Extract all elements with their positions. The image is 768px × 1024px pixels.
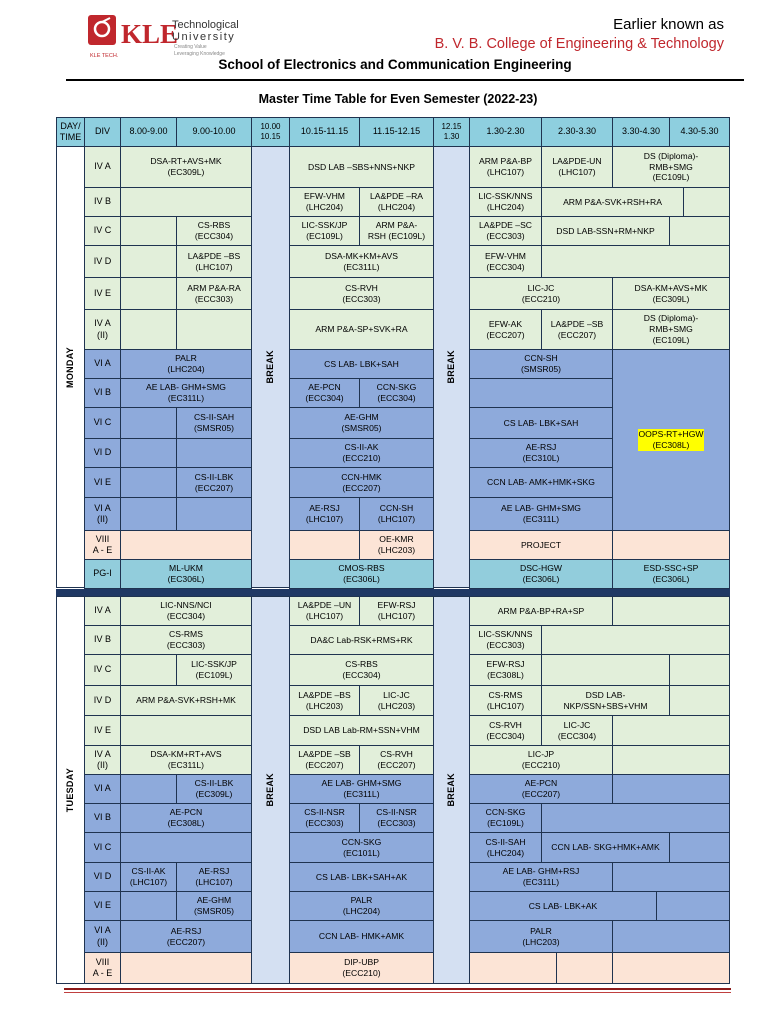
empty-cell: [669, 832, 730, 863]
div-label: IV D: [84, 245, 121, 278]
session-cell: CS-II-NSR (ECC303): [359, 803, 434, 833]
session-cell: ARM P&A-RA (ECC303): [176, 277, 252, 310]
session-cell: CS-II-LBK (EC309L): [176, 774, 252, 804]
empty-cell: [612, 862, 730, 892]
header-slot-2: 9.00-10.00: [176, 117, 252, 147]
session-cell: DSC-HGW (EC306L): [469, 559, 613, 589]
session-cell: AE-RSJ (LHC107): [289, 497, 360, 531]
session-cell: LA&PDE –BS (LHC203): [289, 685, 360, 716]
session-cell: DSA-MK+KM+AVS (EC311L): [289, 245, 434, 278]
empty-cell: [120, 438, 177, 468]
session-cell: CS-RBS (ECC304): [289, 654, 434, 686]
svg-text:KLE: KLE: [121, 19, 179, 49]
empty-cell: [669, 216, 730, 246]
session-cell: CS-RBS (ECC304): [176, 216, 252, 246]
svg-text:Technological: Technological: [172, 19, 239, 31]
empty-cell: [612, 530, 730, 560]
session-cell: CS-II-AK (LHC107): [120, 862, 177, 892]
session-cell: CCN-SKG (EC109L): [469, 803, 542, 833]
header-slot-3: 10.15-11.15: [289, 117, 360, 147]
svg-text:KLE TECH.: KLE TECH.: [90, 53, 119, 59]
empty-cell: [656, 891, 730, 921]
div-label: VIII A - E: [84, 530, 121, 560]
header-div: DIV: [84, 117, 121, 147]
session-cell: CCN-SH (SMSR05): [469, 349, 613, 379]
break-column-1: BREAK: [251, 146, 290, 588]
empty-cell: [176, 438, 252, 468]
div-label: VI C: [84, 407, 121, 439]
empty-cell: [176, 497, 252, 531]
earlier-known-as: Earlier known as: [613, 16, 724, 33]
empty-cell: [120, 407, 177, 439]
session-cell: LA&PDE –RA (LHC204): [359, 187, 434, 217]
session-cell: LIC-NNS/NCI (ECC304): [120, 596, 252, 626]
empty-cell: [541, 245, 730, 278]
div-label: VI A: [84, 349, 121, 379]
day-tuesday: TUESDAY: [56, 596, 85, 984]
session-cell: LA&PDE –SB (ECC207): [541, 309, 613, 350]
session-cell: CCN-SKG (EC101L): [289, 832, 434, 863]
session-cell: ARM P&A-SVK+RSH+MK: [120, 685, 252, 716]
session-cell: CS LAB- LBK+SAH+AK: [289, 862, 434, 892]
div-label: VI D: [84, 438, 121, 468]
session-cell: DSD LAB Lab-RM+SSN+VHM: [289, 715, 434, 746]
div-label: VI C: [84, 832, 121, 863]
session-cell: CS-II-SAH (SMSR05): [176, 407, 252, 439]
session-cell: AE-RSJ (EC310L): [469, 438, 613, 468]
empty-cell: [120, 187, 252, 217]
svg-text:Leveraging Knowledge: Leveraging Knowledge: [174, 51, 225, 57]
empty-cell: [541, 803, 730, 833]
session-cell: CS LAB- LBK+SAH: [469, 407, 613, 439]
div-label: VI E: [84, 467, 121, 498]
session-cell: LA&PDE-UN (LHC107): [541, 146, 613, 188]
session-cell: AE-PCN (EC308L): [120, 803, 252, 833]
empty-cell: [289, 530, 360, 560]
empty-cell: [612, 715, 730, 746]
session-cell: AE LAB- GHM+SMG (EC311L): [469, 497, 613, 531]
svg-text:Creating Value: Creating Value: [174, 44, 207, 50]
break-column-2: BREAK: [433, 596, 470, 984]
empty-cell: [120, 832, 252, 863]
session-cell: EFW-VHM (ECC304): [469, 245, 542, 278]
empty-cell: [612, 920, 730, 953]
empty-cell: [612, 952, 730, 984]
empty-cell: [120, 467, 177, 498]
session-cell: CMOS-RBS (EC306L): [289, 559, 434, 589]
div-label: IV E: [84, 277, 121, 310]
div-label: IV A: [84, 146, 121, 188]
session-cell: AE-PCN (ECC207): [469, 774, 613, 804]
session-cell: LIC-JP (ECC210): [469, 745, 613, 775]
session-cell: AE LAB- GHM+RSJ (EC311L): [469, 862, 613, 892]
header-slot-8: 4.30-5.30: [669, 117, 730, 147]
session-cell: DSD LAB- NKP/SSN+SBS+VHM: [541, 685, 670, 716]
empty-cell: [469, 952, 557, 984]
session-cell: EFW-RSJ (EC308L): [469, 654, 542, 686]
div-label: VI A (II): [84, 920, 121, 953]
session-cell: PALR (LHC204): [289, 891, 434, 921]
empty-cell: [120, 309, 177, 350]
empty-cell: [120, 497, 177, 531]
session-cell: ML-UKM (EC306L): [120, 559, 252, 589]
session-cell: LIC-SSK/JP (EC109L): [289, 216, 360, 246]
header-break-1: 10.00 10.15: [251, 117, 290, 147]
session-cell: CCN LAB- AMK+HMK+SKG: [469, 467, 613, 498]
session-cell: CS-II-LBK (ECC207): [176, 467, 252, 498]
empty-cell: [541, 654, 670, 686]
div-label: IV C: [84, 216, 121, 246]
div-label: VI A (II): [84, 497, 121, 531]
header-slot-1: 8.00-9.00: [120, 117, 177, 147]
day-monday: MONDAY: [56, 146, 85, 588]
session-cell: DS (Diploma)- RMB+SMG (EC109L): [612, 309, 730, 350]
session-cell: PALR (LHC203): [469, 920, 613, 953]
session-cell: CCN-SH (LHC107): [359, 497, 434, 531]
day-separator: [56, 589, 730, 596]
div-label: VI B: [84, 378, 121, 408]
div-label: IV B: [84, 187, 121, 217]
session-cell: LIC-JC (LHC203): [359, 685, 434, 716]
div-label: IV B: [84, 625, 121, 655]
session-cell: CS LAB- LBK+AK: [469, 891, 657, 921]
session-cell: AE LAB- GHM+SMG (EC311L): [120, 378, 252, 408]
empty-cell: [120, 216, 177, 246]
session-cell: DSA-KM+RT+AVS (EC311L): [120, 745, 252, 775]
empty-cell: [120, 891, 177, 921]
session-cell: ESD-SSC+SP (EC306L): [612, 559, 730, 589]
session-cell: CS LAB- LBK+SAH: [289, 349, 434, 379]
session-cell-oops: OOPS-RT+HGW (EC308L): [612, 349, 730, 531]
empty-cell: [120, 952, 252, 984]
div-label: IV A: [84, 596, 121, 626]
school-name: School of Electronics and Communication Engineering: [218, 57, 572, 72]
div-label: IV D: [84, 685, 121, 716]
empty-cell: [669, 654, 730, 686]
session-cell: LA&PDE –UN (LHC107): [289, 596, 360, 626]
session-cell: CCN-HMK (ECC207): [289, 467, 434, 498]
session-cell: DSD LAB-SSN+RM+NKP: [541, 216, 670, 246]
session-cell: CS-II-NSR (ECC303): [289, 803, 360, 833]
empty-cell: [683, 187, 730, 217]
empty-cell: [612, 745, 730, 775]
session-cell: EFW-VHM (LHC204): [289, 187, 360, 217]
header-day-time: DAY/ TIME: [56, 117, 85, 147]
empty-cell: [469, 378, 613, 408]
session-cell: ARM P&A-SVK+RSH+RA: [541, 187, 684, 217]
div-label: IV C: [84, 654, 121, 686]
session-cell: CS-RMS (ECC303): [120, 625, 252, 655]
session-cell: DIP-UBP (ECC210): [289, 952, 434, 984]
session-cell: EFW-RSJ (LHC107): [359, 596, 434, 626]
header-slot-4: 11.15-12.15: [359, 117, 434, 147]
empty-cell: [120, 530, 252, 560]
empty-cell: [612, 596, 730, 626]
session-cell: DSD LAB –SBS+NNS+NKP: [289, 146, 434, 188]
div-label: VI D: [84, 862, 121, 892]
footer-rule: [64, 988, 731, 990]
header-divider: [66, 79, 744, 81]
session-cell: ARM P&A-BP+RA+SP: [469, 596, 613, 626]
empty-cell: [120, 715, 252, 746]
header-break-2: 12.15 1.30: [433, 117, 470, 147]
break-column-1: BREAK: [251, 596, 290, 984]
timetable-title: Master Time Table for Even Semester (2022-23): [258, 92, 538, 106]
session-cell: AE-PCN (ECC304): [289, 378, 360, 408]
empty-cell: [120, 654, 177, 686]
kle-tech-logo: [88, 15, 263, 61]
div-label: IV A (II): [84, 745, 121, 775]
div-label: VI B: [84, 803, 121, 833]
empty-cell: [541, 625, 730, 655]
div-label: VIII A - E: [84, 952, 121, 984]
session-cell: LIC-SSK/JP (EC109L): [176, 654, 252, 686]
session-cell: LA&PDE –BS (LHC107): [176, 245, 252, 278]
div-label: IV E: [84, 715, 121, 746]
session-cell: DSA-KM+AVS+MK (EC309L): [612, 277, 730, 310]
session-cell: ARM P&A-SP+SVK+RA: [289, 309, 434, 350]
div-label: IV A (II): [84, 309, 121, 350]
session-cell: LIC-SSK/NNS (LHC204): [469, 187, 542, 217]
session-cell: CS-RVH (ECC304): [469, 715, 542, 746]
header-slot-5: 1.30-2.30: [469, 117, 542, 147]
empty-cell: [120, 277, 177, 310]
empty-cell: [176, 309, 252, 350]
session-cell: CS-RMS (LHC107): [469, 685, 542, 716]
session-cell: LIC-SSK/NNS (ECC303): [469, 625, 542, 655]
session-cell: AE-GHM (SMSR05): [289, 407, 434, 439]
empty-cell: [556, 952, 613, 984]
session-cell: CCN-SKG (ECC304): [359, 378, 434, 408]
session-cell: ARM P&A- RSH (EC109L): [359, 216, 434, 246]
session-cell: PALR (LHC204): [120, 349, 252, 379]
session-cell: ARM P&A-BP (LHC107): [469, 146, 542, 188]
empty-cell: [612, 774, 730, 804]
former-college-name: B. V. B. College of Engineering & Technology: [434, 36, 724, 52]
div-label: VI A: [84, 774, 121, 804]
session-cell: DSA-RT+AVS+MK (EC309L): [120, 146, 252, 188]
session-cell: AE-RSJ (ECC207): [120, 920, 252, 953]
footer-rule-thin: [64, 992, 731, 993]
header-slot-6: 2.30-3.30: [541, 117, 613, 147]
break-column-2: BREAK: [433, 146, 470, 588]
session-cell: AE-RSJ (LHC107): [176, 862, 252, 892]
session-cell: CCN LAB- HMK+AMK: [289, 920, 434, 953]
header-slot-7: 3.30-4.30: [612, 117, 670, 147]
svg-text:University: University: [172, 31, 236, 43]
session-cell: CS-II-AK (ECC210): [289, 438, 434, 468]
div-label: PG-I: [84, 559, 121, 589]
empty-cell: [120, 774, 177, 804]
empty-cell: [669, 685, 730, 716]
session-cell: AE-GHM (SMSR05): [176, 891, 252, 921]
session-cell: EFW-AK (ECC207): [469, 309, 542, 350]
session-cell: AE LAB- GHM+SMG (EC311L): [289, 774, 434, 804]
session-cell: LA&PDE –SC (ECC303): [469, 216, 542, 246]
session-cell: LIC-JC (ECC210): [469, 277, 613, 310]
session-cell: PROJECT: [469, 530, 613, 560]
session-cell: OE-KMR (LHC203): [359, 530, 434, 560]
session-cell: CCN LAB- SKG+HMK+AMK: [541, 832, 670, 863]
session-cell: LIC-JC (ECC304): [541, 715, 613, 746]
session-cell: CS-RVH (ECC303): [289, 277, 434, 310]
div-label: VI E: [84, 891, 121, 921]
session-cell: DA&C Lab-RSK+RMS+RK: [289, 625, 434, 655]
session-cell: CS-RVH (ECC207): [359, 745, 434, 775]
session-cell: CS-II-SAH (LHC204): [469, 832, 542, 863]
session-cell: DS (Diploma)- RMB+SMG (EC109L): [612, 146, 730, 188]
session-cell: LA&PDE –SB (ECC207): [289, 745, 360, 775]
empty-cell: [120, 245, 177, 278]
